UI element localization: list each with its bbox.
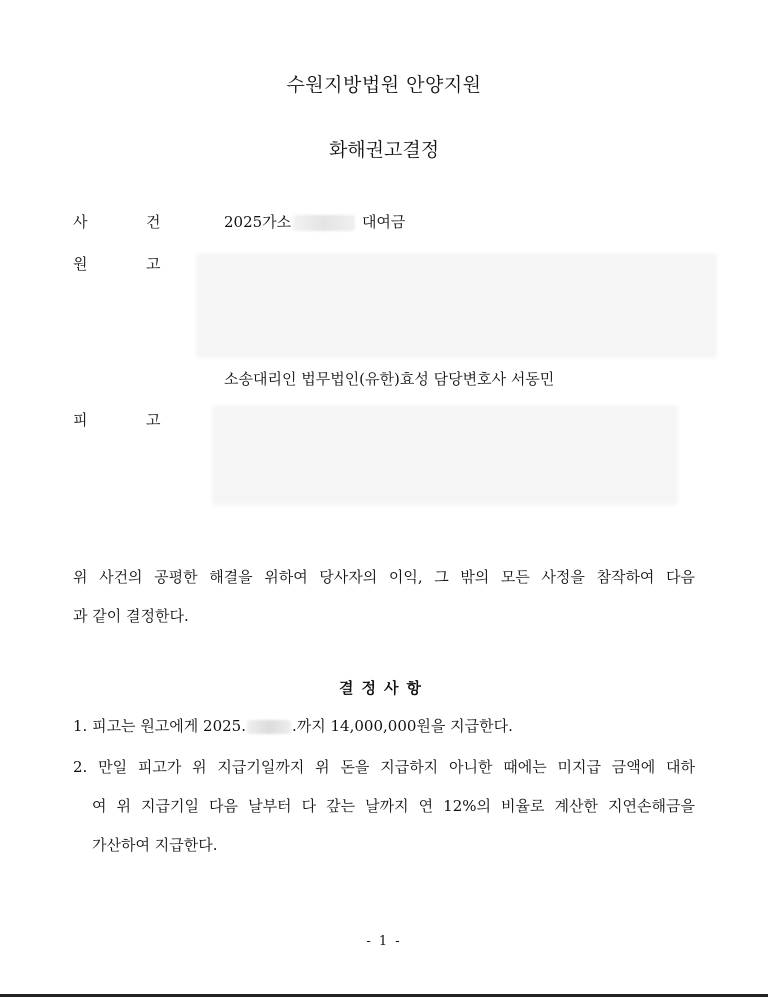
case-label-2: 건 [146, 213, 161, 231]
defendant-label-1: 피 [73, 411, 88, 429]
redacted-date [247, 720, 291, 734]
item1-suffix: .까지 14,000,000원을 지급한다. [292, 717, 513, 735]
redacted-defendant-info [212, 405, 678, 505]
decision-item-1 [73, 715, 513, 736]
decision-title: 결정사항 [339, 679, 429, 697]
case-value [224, 211, 405, 232]
decision-item-2-line-2: 여 위 지급기일 다음 날부터 다 갚는 날까지 연 12%의 비율로 계산한 지연손해금을 [92, 797, 695, 815]
intro-line-2: 과 같이 결정한다. [73, 607, 189, 625]
plaintiff-label-1: 원 [73, 255, 88, 273]
case-name: 대여금 [361, 213, 406, 231]
item1-prefix: 1. 피고는 원고에게 2025. [73, 717, 246, 735]
case-label-1: 사 [73, 213, 88, 231]
decision-item-2-line-3: 가산하여 지급한다. [92, 836, 218, 854]
attorney: 소송대리인 법무법인(유한)효성 담당변호사 서동민 [224, 370, 555, 388]
redacted-plaintiff-info [196, 253, 717, 358]
intro-line-1: 위 사건의 공평한 해결을 위하여 당사자의 이익, 그 밖의 모든 사정을 참작하여 다음 [73, 568, 695, 586]
page-number: - 1 - [366, 934, 402, 949]
court-name: 수원지방법원 안양지원 [286, 74, 482, 96]
defendant-label-2: 고 [146, 411, 161, 429]
decision-item-2-line-1: 2. 만일 피고가 위 지급기일까지 위 돈을 지급하지 아니한 때에는 미지급 금액에 대하 [73, 758, 695, 776]
case-number-prefix: 2025가소 [224, 213, 292, 231]
document-title: 화해권고결정 [328, 139, 440, 161]
plaintiff-label-2: 고 [146, 255, 161, 273]
redacted-case-number [293, 215, 355, 231]
